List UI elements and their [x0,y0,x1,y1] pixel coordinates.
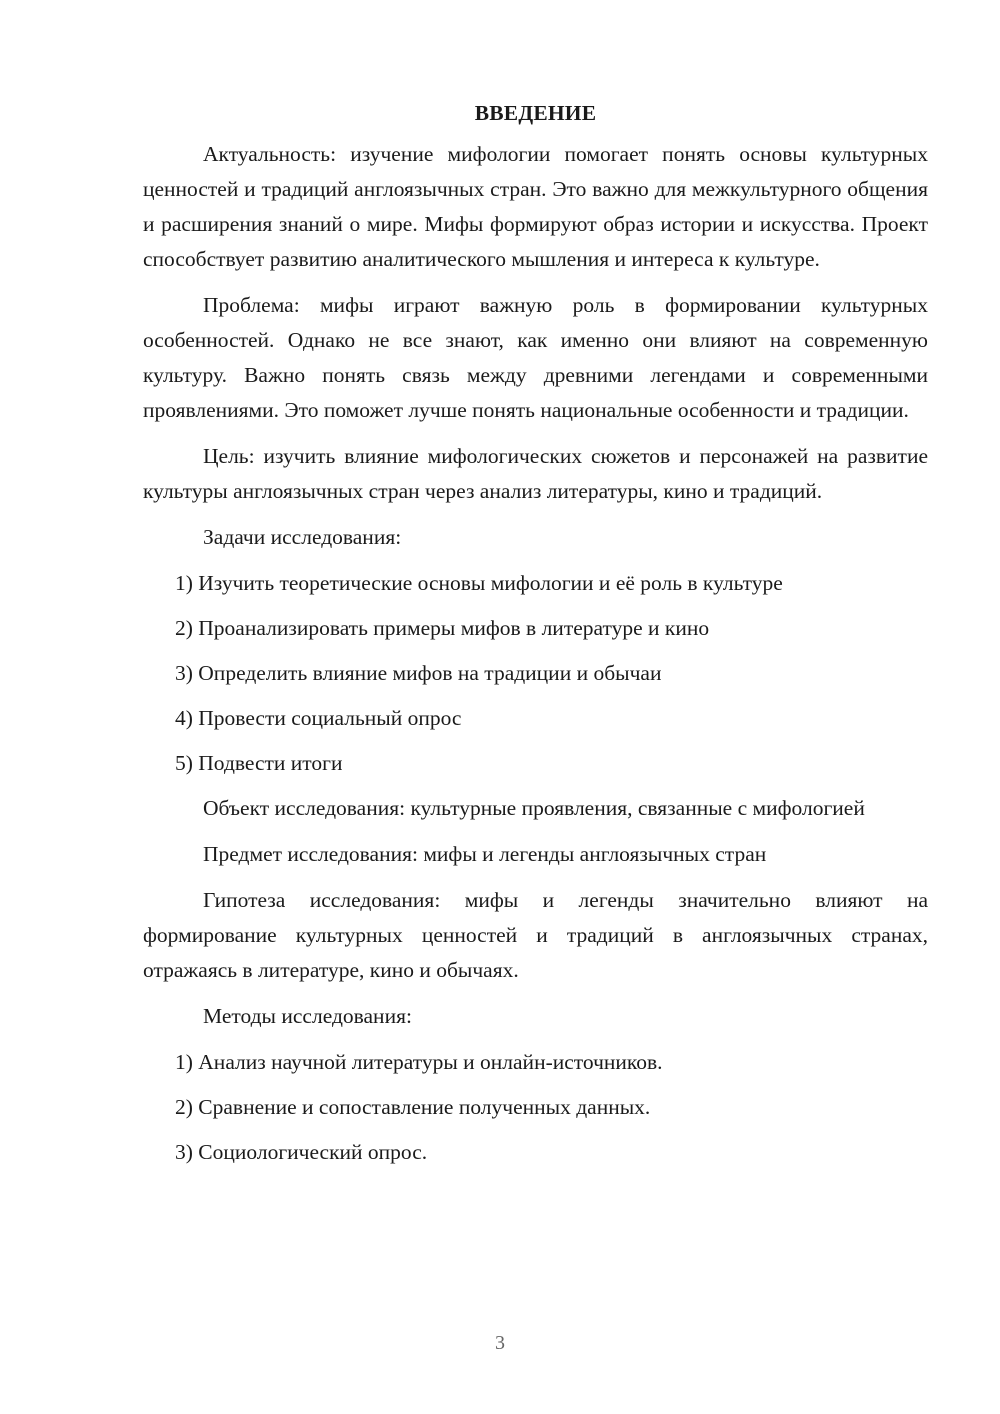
tasks-heading: Задачи исследования: [203,525,402,549]
list-item: 1) Анализ научной литературы и онлайн-источников. [175,1050,663,1074]
list-item: 5) Подвести итоги [175,751,343,775]
object-paragraph: Объект исследования: культурные проявления, связанные с мифологией [203,796,865,820]
document-page [143,96,928,1180]
problem-paragraph: Проблема: мифы играют важную роль в формировании культурных особенностей. Однако не все знают, как именно они влияют на современную культуру. Важно понять связь между древними легендами и современными проявлениями. Это поможет лучше понять национальные особенности и традиции. [143,293,928,422]
methods-heading: Методы исследования: [203,1004,412,1028]
subject-paragraph: Предмет исследования: мифы и легенды англоязычных стран [203,842,767,866]
list-item: 1) Изучить теоретические основы мифологии и её роль в культуре [175,571,783,595]
list-item: 4) Провести социальный опрос [175,706,462,730]
list-item: 3) Социологический опрос. [175,1140,428,1164]
methods-list [143,1045,928,1170]
hypothesis-paragraph: Гипотеза исследования: мифы и легенды значительно влияют на формирование культурных ценностей и традиций в англоязычных странах, отражаясь в литературе, кино и обычаях. [143,888,928,982]
goal-paragraph: Цель: изучить влияние мифологических сюжетов и персонажей на развитие культуры англоязычных стран через анализ литературы, кино и традиций. [143,444,928,503]
relevance-paragraph: Актуальность: изучение мифологии помогает понять основы культурных ценностей и традиций англоязычных стран. Это важно для межкультурного общения и расширения знаний о мире. Мифы формируют образ истории и искусства. Проект способствует развитию аналитического мышления и интереса к культуре. [143,142,928,271]
list-item: 2) Проанализировать примеры мифов в литературе и кино [175,616,710,640]
list-item: 2) Сравнение и сопоставление полученных данных. [175,1095,651,1119]
list-item: 3) Определить влияние мифов на традиции и обычаи [175,661,662,685]
section-title: ВВЕДЕНИЕ [474,101,597,125]
tasks-list [143,566,928,781]
page-number: 3 [495,1332,505,1354]
